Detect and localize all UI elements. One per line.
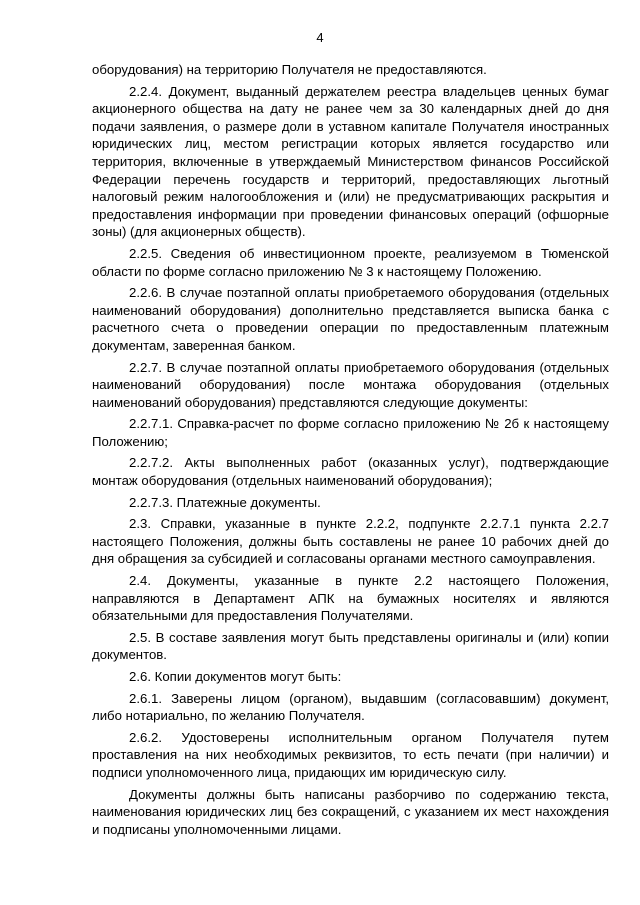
paragraph-2-5: 2.5. В составе заявления могут быть представлены оригиналы и (или) копии документов. xyxy=(92,629,609,663)
paragraph-2-2-5: 2.2.5. Сведения об инвестиционном проекте, реализуемом в Тюменской области по форме согласно приложению № 3 к настоящему Положению. xyxy=(92,245,609,279)
paragraph-2-6-2: 2.6.2. Удостоверены исполнительным органом Получателя путем проставления на них необходимых реквизитов, то есть печати (при наличии) и подписи уполномоченного лица, придающих им юридическую силу. xyxy=(92,729,609,780)
paragraph-2-6: 2.6. Копии документов могут быть: xyxy=(129,669,342,684)
paragraph-2-2-6: 2.2.6. В случае поэтапной оплаты приобретаемого оборудования (отдельных наименований оборудования) дополнительно представляется выписка банка с расчетного счета о проведении операции по предоставленным платежным документам, заверенная банком. xyxy=(92,285,609,353)
paragraph-2-2-7-1: 2.2.7.1. Справка-расчет по форме согласно приложению № 2б к настоящему Положению; xyxy=(92,416,609,449)
paragraph-2-4: 2.4. Документы, указанные в пункте 2.2 настоящего Положения, направляются в Департамент АПК на бумажных носителях и являются обязательными для предоставления Получателями. xyxy=(92,573,609,624)
paragraph-closing: Документы должны быть написаны разборчиво по содержанию текста, наименования юридических лиц без сокращений, с указанием их мест нахождения и подписаны уполномоченными лицами. xyxy=(92,786,609,837)
paragraph-2-2-7: 2.2.7. В случае поэтапной оплаты приобретаемого оборудования (отдельных наименований оборудования) после монтажа оборудования (отдельных наименований оборудования) представляются следующие документы: xyxy=(92,359,609,410)
document-body xyxy=(92,61,609,842)
paragraph-continuation: оборудования) на территорию Получателя не предоставляются. xyxy=(92,62,487,77)
paragraph-2-3: 2.3. Справки, указанные в пункте 2.2.2, подпункте 2.2.7.1 пункта 2.2.7 настоящего Положения, должны быть составлены не ранее 10 рабочих дней до дня обращения за субсидией и согласованы органами местного самоуправления. xyxy=(92,516,609,567)
paragraph-2-2-7-3: 2.2.7.3. Платежные документы. xyxy=(129,494,321,510)
paragraph-2-2-4: 2.2.4. Документ, выданный держателем реестра владельцев ценных бумаг акционерного общества на дату не ранее чем за 30 календарных дней до дня подачи заявления, о размере доли в уставном капитале Получателя иностранных юридических лиц, местом регистрации которых является государство или территория, включенные в утверждаемый Министерством финансов Российской Федерации перечень государств и территорий, предоставляющих льготный налоговый режим налогообложения и (или) не предусматривающих раскрытия и предоставления информации при проведении финансовых операций (офшорные зоны) (для акционерных обществ). xyxy=(92,83,609,240)
paragraph-2-6-1: 2.6.1. Заверены лицом (органом), выдавшим (согласовавшим) документ, либо нотариально, по желанию Получателя. xyxy=(92,690,609,724)
page-number: 4 xyxy=(316,30,324,45)
paragraph-2-2-7-2: 2.2.7.2. Акты выполненных работ (оказанных услуг), подтверждающие монтаж оборудования (отдельных наименований оборудования); xyxy=(92,455,609,489)
